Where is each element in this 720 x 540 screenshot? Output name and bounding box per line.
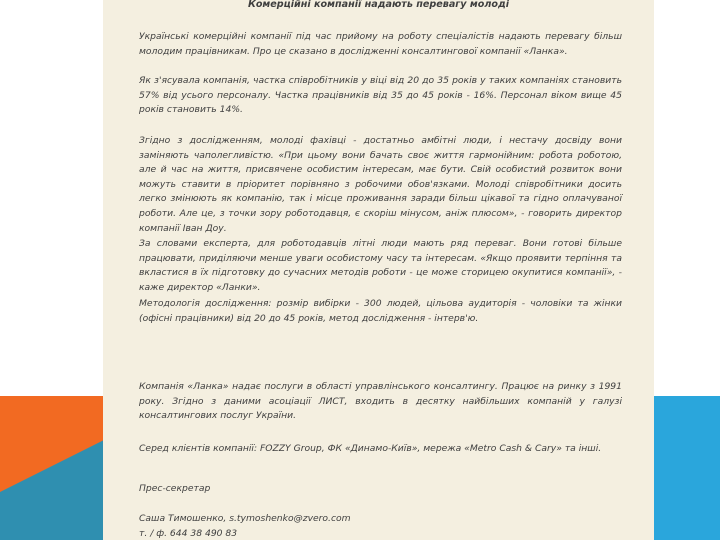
- press-release-document: [103, 0, 654, 540]
- teal-corner-shape: [0, 396, 120, 540]
- paragraph-older-employees: За словами експерта, для роботодавців літні люди мають ряд переваг. Вони готові більше працювати, приділяючи менше уваги особистому часу та інтересам. «Якщо проявити терпіння та вкластися в їх підготовку до сучасних методів роботи - це може сторицею окупитися компанії», - каже директор «Ланки».: [139, 238, 622, 293]
- paragraph-methodology: Методологія дослідження: розмір вибірки - 300 людей, цільова аудиторія - чоловіки та жінки (офісні працівники) від 20 до 45 років, метод дослідження - інтерв'ю.: [139, 298, 622, 324]
- document-title: Комерційні компанії надають перевагу молоді: [248, 0, 509, 10]
- contact-phone: т. / ф. 644 38 490 83: [139, 527, 238, 539]
- paragraph-statistics: Як з'ясувала компанія, частка співробітників у віці від 20 до 35 років у таких компаніях становить 57% від усього персоналу. Частка працівників від 35 до 45 років - 16%. Персонал віком вище 45 років становить 14%.: [139, 75, 622, 116]
- paragraph-press-secretary: Прес-секретар: [139, 483, 211, 494]
- contact-block: [139, 512, 622, 540]
- paragraph-young-specialists: Згідно з дослідженням, молоді фахівці - достатньо амбітні люди, і нестачу досвіду вони заміняють чаполегливістю. «При цьому вони бачать своє життя гармонійним: робота роботою, але й час на життя, присвячене особистим інтересам, має бути. Свій особистий розвиток вони можуть ставити в пріоритет порівняно з робочими обов'язками. Молоді співробітники досить легко змінюють як компанію, так і місце проживання заради більш цікавої та гідно оплачуваної роботи. Але це, з точки зору роботодавця, є скоріш мінусом, аніж плюсом», - говорить директор компанії Іван Доу.: [139, 135, 622, 234]
- blue-corner-shape: [650, 396, 720, 540]
- contact-name-email: Саша Тимошенко, s.tymoshenko@zvero.com: [139, 513, 351, 524]
- paragraph-clients: Серед клієнтів компанії: FOZZY Group, ФК «Динамо-Київ», мережа «Metro Cash & Cary» та інші.: [139, 443, 602, 454]
- paragraph-company-info: Компанія «Ланка» надає послуги в області управлінського консалтингу. Працює на ринку з 1991 року. Згідно з даними асоціації ЛИСТ, входить в десятку найбільших компаній у галузі консалтингових послуг України.: [139, 381, 622, 422]
- paragraph-intro: Українські комерційні компанії під час прийому на роботу спеціалістів надають перевагу більш молодим працівникам. Про це сказано в дослідженні консалтингової компанії «Ланка».: [139, 31, 622, 57]
